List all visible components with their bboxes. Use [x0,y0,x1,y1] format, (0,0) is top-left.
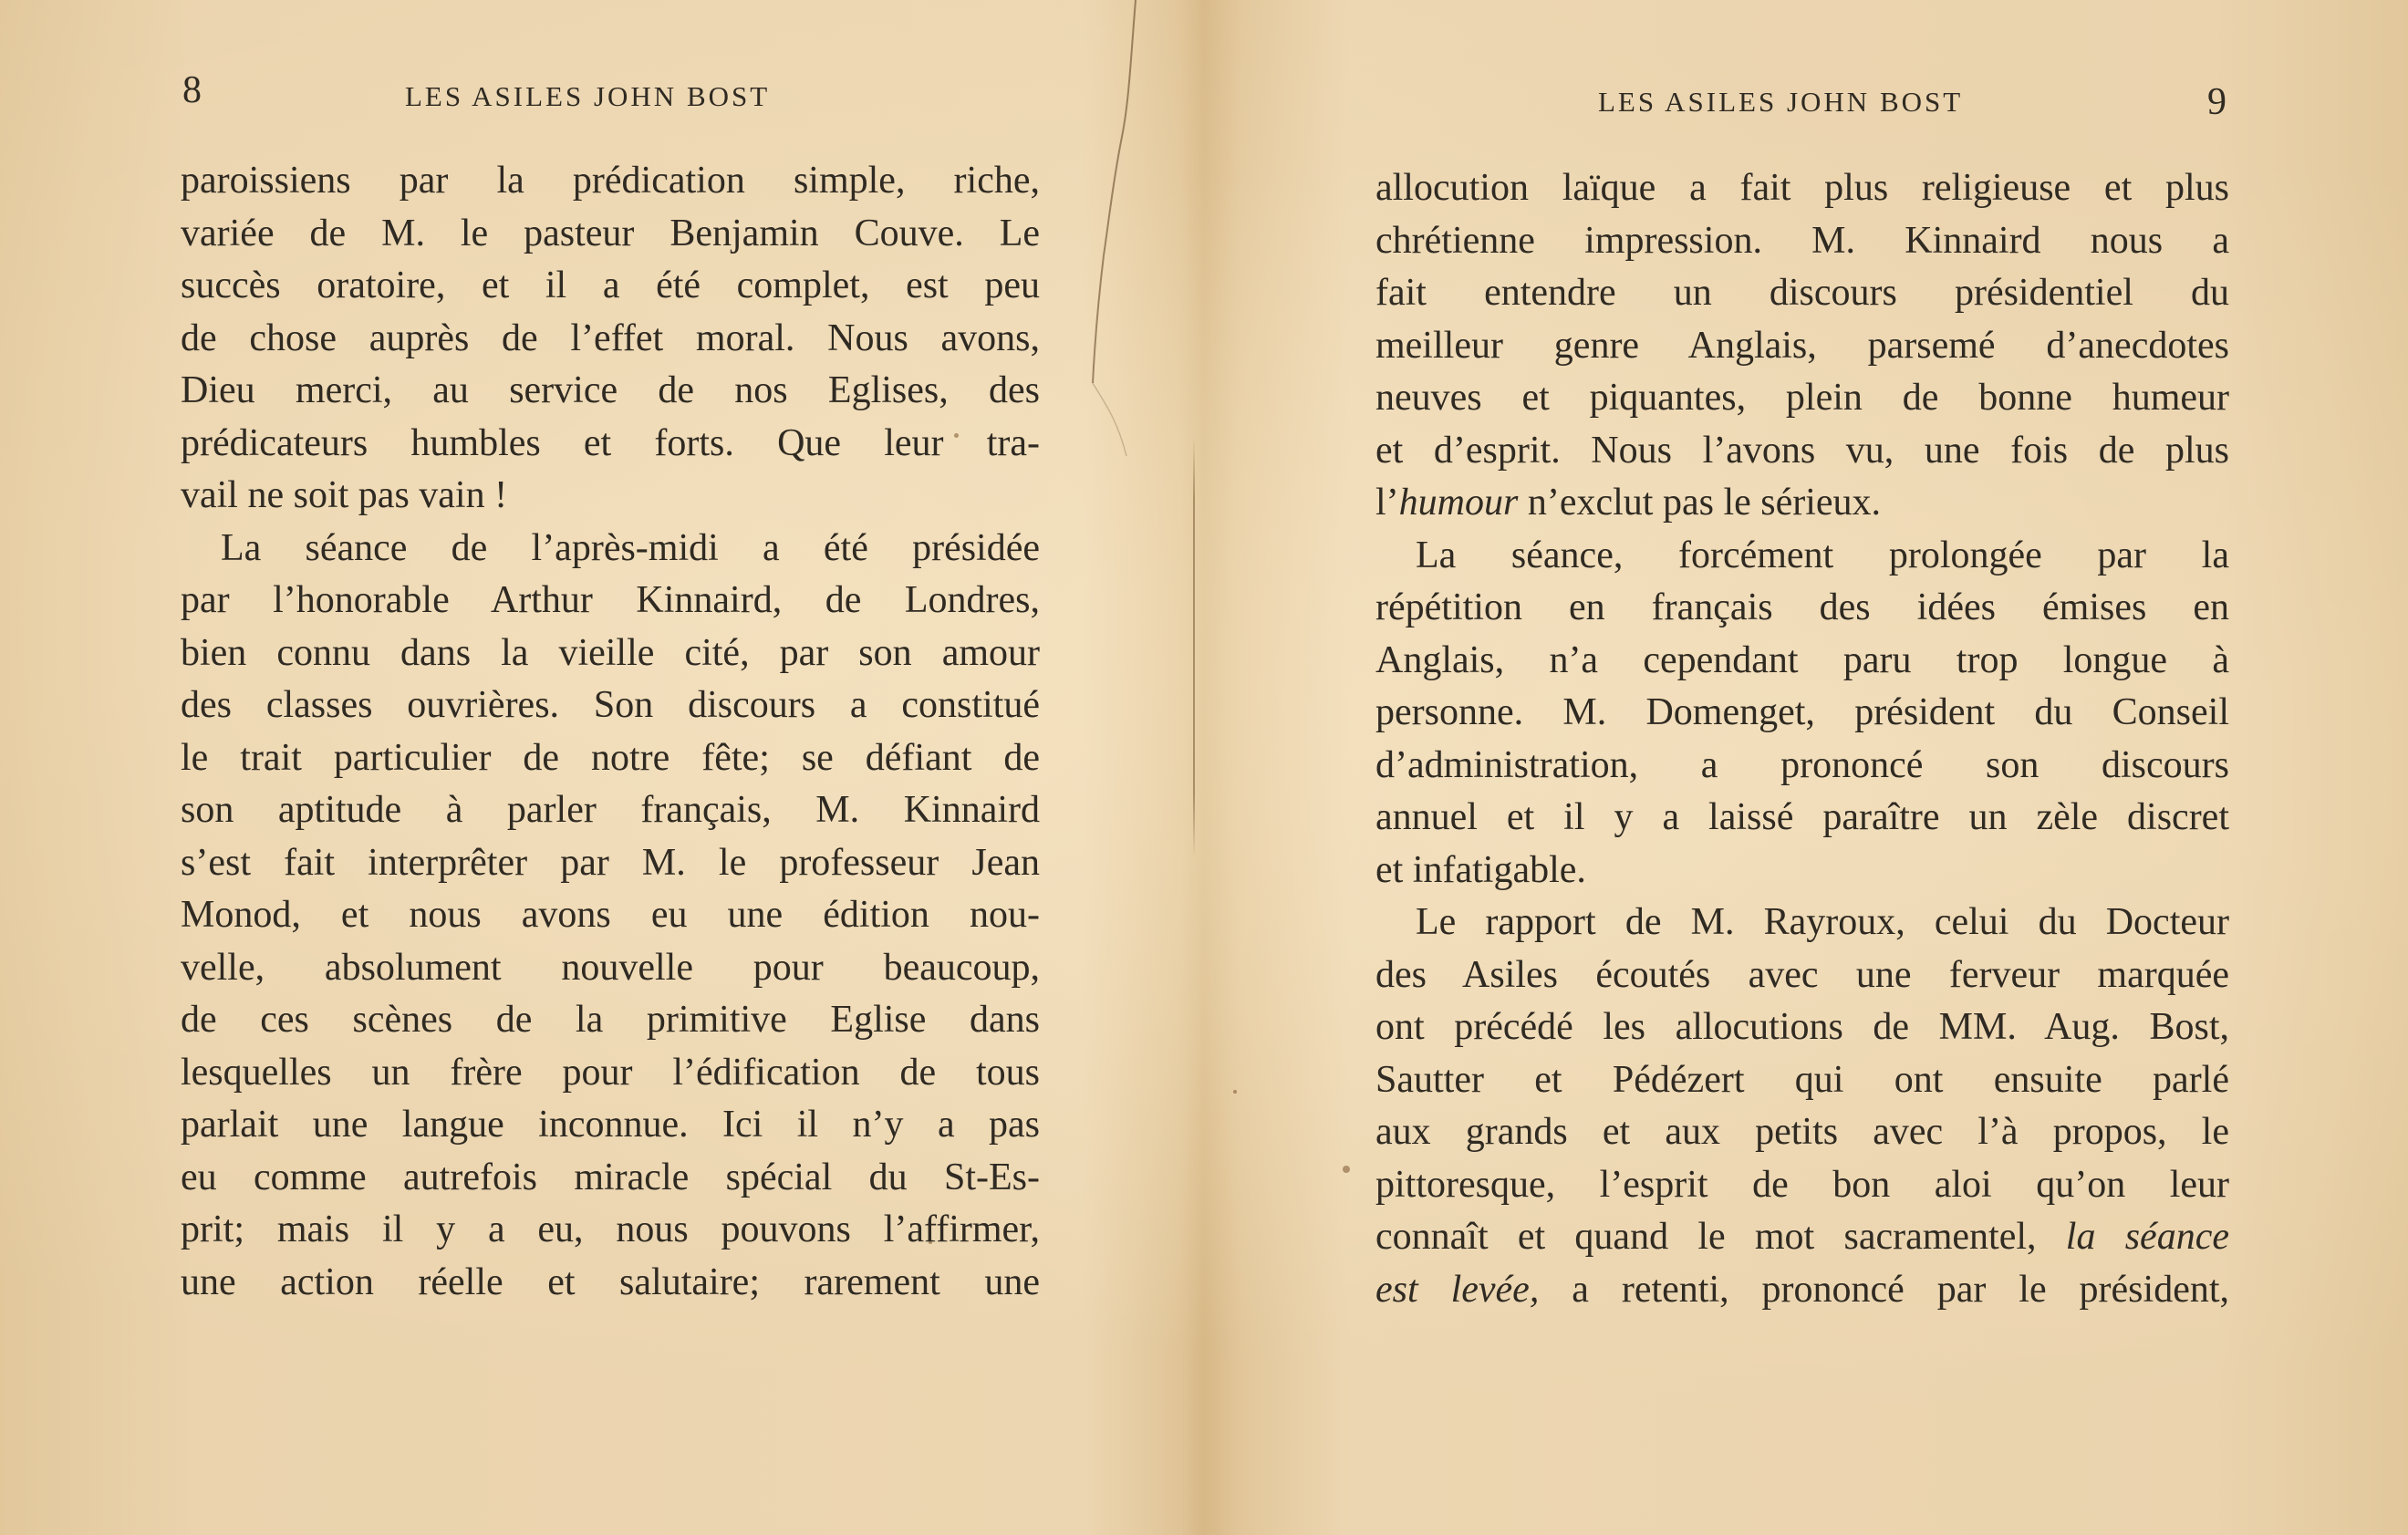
body-text [181,155,1040,1309]
text-line: de ces scènes de la primitive Eglise dans [181,999,1040,1041]
text-line: prit; mais il y a eu, nous pouvons l’affirmer, [181,1208,1040,1250]
text-line: ont précédé les allocutions de MM. Aug. Bost, [1375,1006,2229,1048]
page-number: 8 [182,69,202,111]
text-line: pittoresque, l’esprit de bon aloi qu’on leur [1375,1163,2229,1206]
text-segment: l’ [1375,482,1399,524]
text-line: velle, absolument nouvelle pour beaucoup, [181,946,1040,989]
italic-word: humour [1398,482,1519,524]
text-line: parlait une langue inconnue. Ici il n’y a pas [181,1104,1040,1146]
right-page [1204,0,2408,1535]
running-head: LES ASILES JOHN BOST [1598,86,1964,118]
text-line [1375,477,2229,530]
text-line: d’administration, a prononcé son discours [1375,743,2229,786]
body-text [1375,162,2229,1316]
text-line: neuves et piquantes, plein de bonne humeur [1375,377,2229,419]
running-head: LES ASILES JOHN BOST [405,80,771,112]
text-line: variée de M. le pasteur Benjamin Couve. Le [181,212,1040,254]
text-line: La séance, forcément prolongée par la [1416,534,2229,576]
text-segment: connaît et quand le mot sacramentel, [1375,1216,2066,1258]
text-line: vail ne soit pas vain ! [181,474,508,516]
text-line: le trait particulier de notre fête; se défiant de [181,736,1040,779]
text-line: fait entendre un discours présidentiel du [1375,272,2229,314]
text-line: lesquelles un frère pour l’édification de tous [181,1051,1040,1094]
text-line: s’est fait interprêter par M. le professeur Jean [181,841,1040,884]
text-line: aux grands et aux petits avec l’à propos, le [1375,1111,2229,1153]
text-segment: n’exclut pas le sérieux. [1518,482,1882,524]
text-line: paroissiens par la prédication simple, riche, [181,160,1040,202]
text-segment: a retenti, prononcé par le président, [1539,1268,2230,1311]
page-number: 9 [2207,81,2227,123]
text-line: des classes ouvrières. Son discours a constitué [181,684,1040,726]
text-line [1375,1211,2229,1264]
text-line: par l’honorable Arthur Kinnaird, de Londres, [181,579,1040,621]
text-line: annuel et il y a laissé paraître un zèle discret [1375,796,2229,838]
text-line: de chose auprès de l’effet moral. Nous avons, [181,316,1040,359]
text-line: Monod, et nous avons eu une édition nou- [181,894,1040,936]
text-line: succès oratoire, et il a été complet, est peu [181,264,1040,306]
text-line: meilleur genre Anglais, parsemé d’anecdotes [1375,324,2229,367]
italic-phrase: est levée, [1375,1268,1540,1311]
text-line: Sautter et Pédézert qui ont ensuite parlé [1375,1058,2229,1101]
text-line: son aptitude à parler français, M. Kinnaird [181,789,1040,831]
text-line: Dieu merci, au service de nos Eglises, des [181,369,1040,411]
text-line: répétition en français des idées émises en [1375,586,2229,628]
text-line: eu comme autrefois miracle spécial du St-Es- [181,1156,1040,1198]
text-line: chrétienne impression. M. Kinnaird nous a [1375,219,2229,262]
text-line: bien connu dans la vieille cité, par son amour [181,631,1040,674]
text-line: La séance de l’après-midi a été présidée [221,526,1040,569]
italic-phrase: la séance [2065,1216,2229,1258]
text-line: prédicateurs humbles et forts. Que leur tra- [181,421,1040,464]
text-line: et d’esprit. Nous l’avons vu, une fois de plus [1375,429,2229,472]
text-line: Anglais, n’a cependant paru trop longue à [1375,638,2229,681]
text-line: allocution laïque a fait plus religieuse et plus [1375,167,2229,209]
text-line [1375,1264,2229,1317]
text-line: Le rapport de M. Rayroux, celui du Docteur [1416,901,2229,943]
text-line: personne. M. Domenget, président du Conseil [1375,691,2229,733]
text-line: une action réelle et salutaire; rarement une [181,1260,1040,1303]
text-line: et infatigable. [1375,848,1586,891]
text-line: des Asiles écoutés avec une ferveur marquée [1375,953,2229,996]
